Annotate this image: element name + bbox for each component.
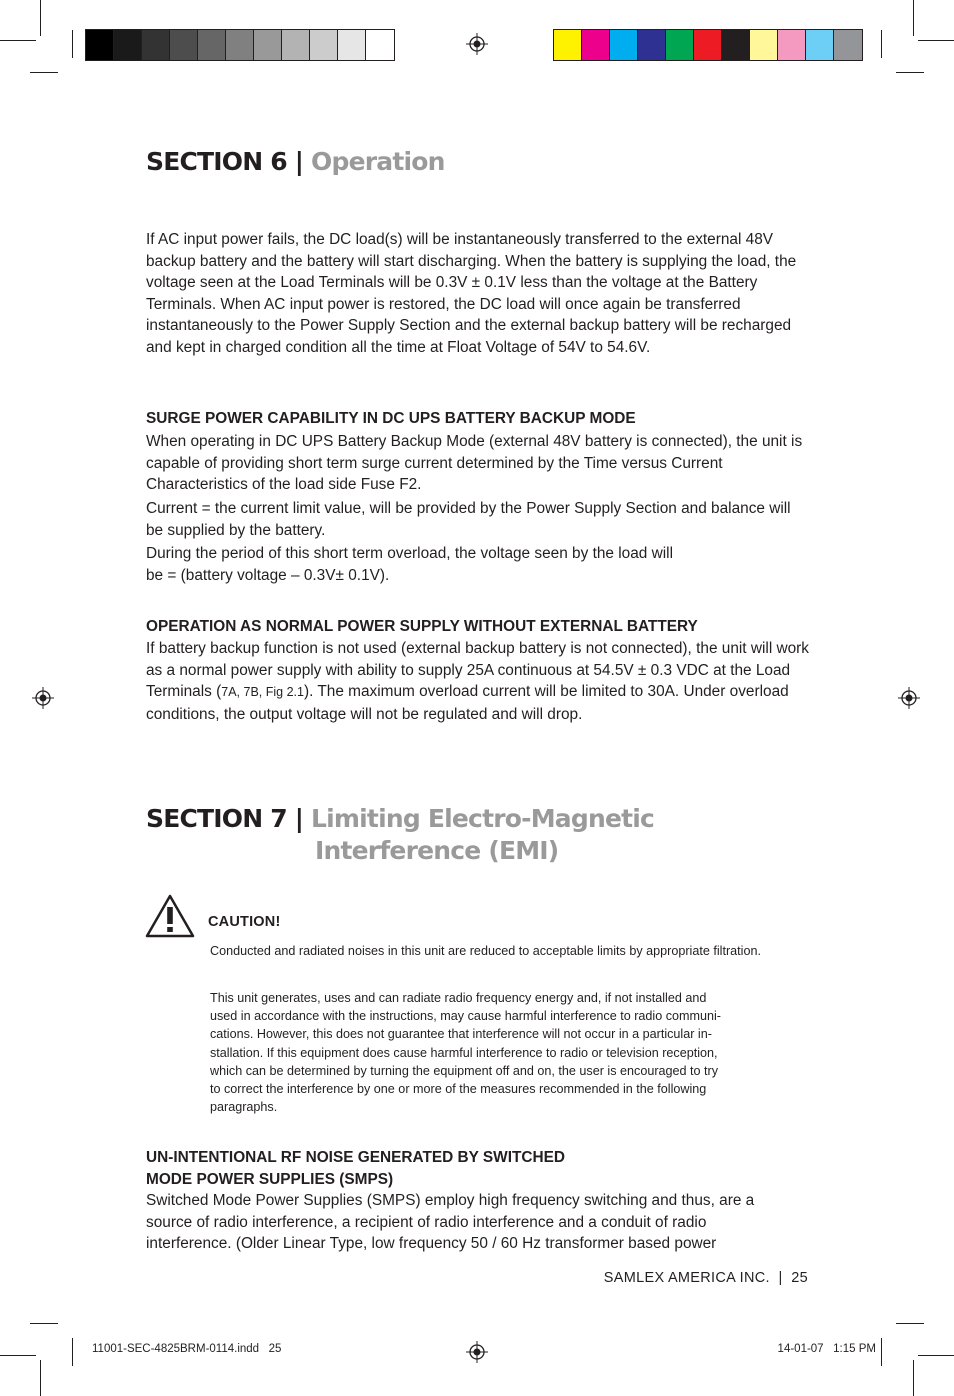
crop-mark <box>40 1360 41 1396</box>
registration-mark-icon <box>466 33 488 55</box>
grayscale-swatch <box>254 30 282 60</box>
normal-operation-heading: OPERATION AS NORMAL POWER SUPPLY WITHOUT EXTERNAL BATTERY <box>146 618 698 635</box>
grayscale-swatch <box>226 30 254 60</box>
grayscale-swatch <box>310 30 338 60</box>
crop-mark <box>881 1338 882 1366</box>
process-swatch <box>610 30 638 60</box>
section-7-title: SECTION 7 | Limiting Electro-Magnetic Interference (EMI) <box>146 804 655 865</box>
crop-mark <box>0 40 36 41</box>
grayscale-swatch <box>170 30 198 60</box>
crop-mark <box>0 1355 36 1356</box>
figure-reference: 7A, 7B, Fig 2.1 <box>221 685 304 699</box>
process-swatch <box>834 30 862 60</box>
registration-mark-icon <box>466 1341 488 1363</box>
process-swatch <box>750 30 778 60</box>
smps-heading: UN-INTENTIONAL RF NOISE GENERATED BY SWITCHED MODE POWER SUPPLIES (SMPS) <box>146 1149 565 1188</box>
crop-mark <box>913 1360 914 1396</box>
section-6-title: SECTION 6 | Operation <box>146 147 445 176</box>
surge-heading: SURGE POWER CAPABILITY IN DC UPS BATTERY BACKUP MODE <box>146 410 636 427</box>
process-swatch <box>582 30 610 60</box>
slug-date-info: 14-01-07 1:15 PM <box>777 1343 876 1355</box>
process-swatch <box>722 30 750 60</box>
crop-mark <box>918 1355 954 1356</box>
crop-mark <box>72 1338 73 1366</box>
grayscale-swatch <box>114 30 142 60</box>
grayscale-swatch <box>366 30 394 60</box>
process-swatch <box>638 30 666 60</box>
grayscale-color-bar <box>85 29 395 61</box>
grayscale-swatch <box>282 30 310 60</box>
process-swatch <box>694 30 722 60</box>
slug-file-info: 11001-SEC-4825BRM-0114.indd 25 <box>92 1343 282 1355</box>
crop-mark <box>881 30 882 58</box>
crop-mark <box>72 30 73 58</box>
grayscale-swatch <box>198 30 226 60</box>
crop-mark <box>30 72 58 73</box>
surge-paragraph-1: When operating in DC UPS Battery Backup Mode (external 48V battery is connected), the unit is capable of providing short term surge current determined by the Time versus Current Characteristics of the load side Fuse F2. <box>146 433 803 493</box>
warning-triangle-icon <box>145 894 195 938</box>
process-swatch <box>806 30 834 60</box>
page-footer: SAMLEX AMERICA INC. | 25 <box>603 1270 808 1286</box>
process-swatch <box>554 30 582 60</box>
section-6-intro: If AC input power fails, the DC load(s) will be instantaneously transferred to the external 48V backup battery and the battery will start discharging. When the battery is supplying the load, the voltage seen at the Load Terminals will be 0.3V ± 0.1V less than the voltage at the Battery Terminals. When AC input power is restored, the DC load will once again be transferred instantaneously to the Power Supply Section and the external backup battery will be recharged and kept in charged condition all the time at Float Voltage of 54V to 54.6V. <box>146 231 797 356</box>
section-7-name-line-2: Interference (EMI) <box>315 836 559 865</box>
crop-mark <box>918 40 954 41</box>
caution-label: CAUTION! <box>208 914 281 930</box>
grayscale-swatch <box>142 30 170 60</box>
section-6-name: Operation <box>311 147 445 176</box>
page-number: 25 <box>791 1270 808 1286</box>
company-name: SAMLEX AMERICA INC. <box>603 1270 770 1286</box>
crop-mark <box>896 1323 924 1324</box>
smps-paragraph: Switched Mode Power Supplies (SMPS) employ high frequency switching and thus, are a source of radio interference, a recipient of radio interference and a conduit of radio interference. (Older Linear Type, low frequency 50 / 60 Hz transformer based power <box>146 1192 755 1252</box>
process-swatch <box>666 30 694 60</box>
surge-paragraph-3: During the period of this short term overload, the voltage seen by the load will be = (battery voltage – 0.3V± 0.1V). <box>146 545 673 584</box>
caution-paragraph-1: Conducted and radiated noises in this unit are reduced to acceptable limits by appropriate filtration. <box>210 944 761 958</box>
grayscale-swatch <box>86 30 114 60</box>
process-color-bar <box>553 29 863 61</box>
normal-operation-paragraph: If battery backup function is not used (external backup battery is not connected), the unit will work as a normal power supply with ability to supply 25A continuous at 54.5V ± 0.3 VDC at the Load Terminals (7A, 7B, Fig 2.1). The maximum overload current will be limited to 30A. Under overload conditions, the output voltage will not be regulated and will drop. <box>146 640 810 723</box>
crop-mark <box>40 0 41 36</box>
crop-mark <box>913 0 914 36</box>
crop-mark <box>896 72 924 73</box>
registration-mark-icon <box>32 687 54 709</box>
caution-paragraph-2: This unit generates, uses and can radiate radio frequency energy and, if not installed and used in accordance with the instructions, may cause harmful interference to radio communi- cations. However, this does not guarantee that interference will not occur in a particular in- stallation. If this equipment does cause harmful interference to radio or television reception, which can be determined by turning the equipment off and on, the user is encouraged to try to correct the interference by one or more of the measures recommended in the following paragraphs. <box>210 991 721 1115</box>
registration-mark-icon <box>898 687 920 709</box>
section-7-name-line-1: Limiting Electro-Magnetic <box>311 804 655 833</box>
grayscale-swatch <box>338 30 366 60</box>
crop-mark <box>30 1323 58 1324</box>
surge-paragraph-2: Current = the current limit value, will be provided by the Power Supply Section and balance will be supplied by the battery. <box>146 500 791 539</box>
process-swatch <box>778 30 806 60</box>
